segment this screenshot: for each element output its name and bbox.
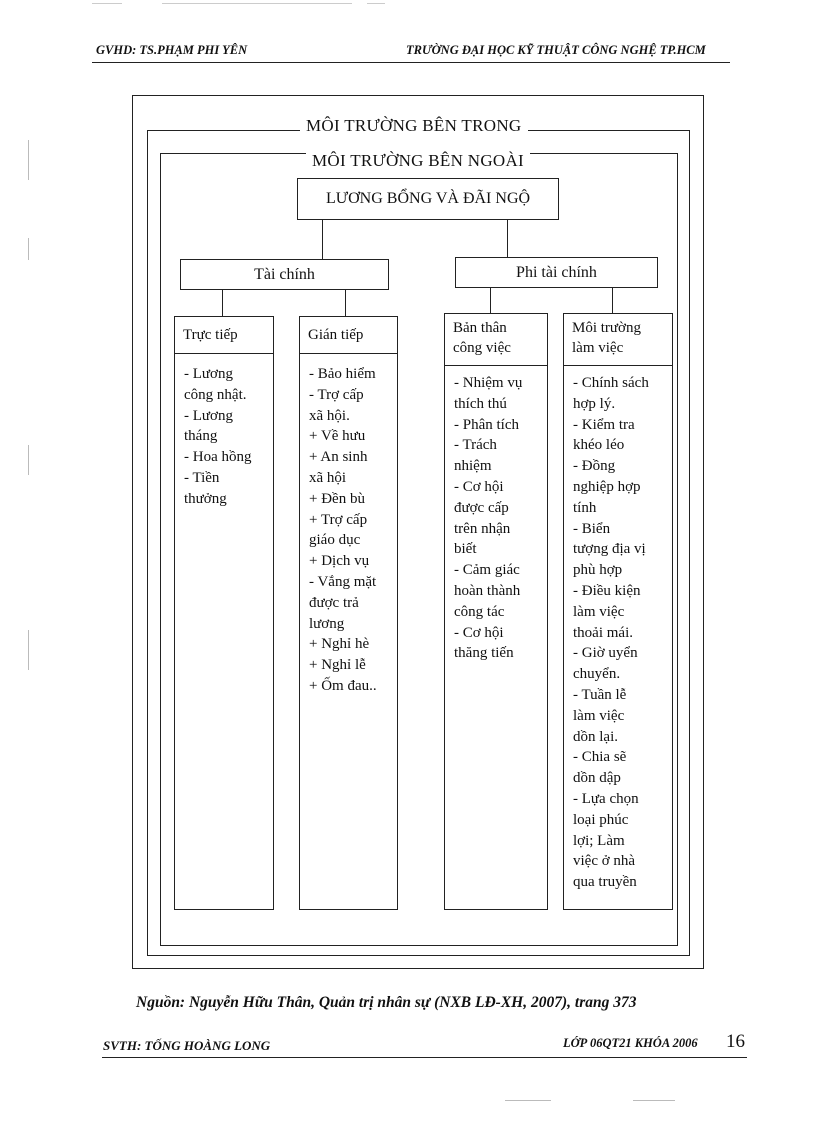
- job-itself-title: Bản thân công việc: [445, 314, 547, 366]
- header-supervisor: GVHD: TS.PHẠM PHI YÊN: [96, 43, 248, 57]
- page-number: 16: [726, 1031, 745, 1052]
- indirect-pay-column: [299, 316, 398, 910]
- header-rule: [92, 62, 730, 63]
- margin-mark: [28, 238, 29, 260]
- internal-environment-title: MÔI TRƯỜNG BÊN TRONG: [300, 116, 528, 136]
- margin-mark: [28, 140, 29, 180]
- non-financial-box: [455, 257, 658, 288]
- financial-box: [180, 259, 389, 290]
- work-environment-column: [563, 313, 673, 910]
- work-environment-title: Môi trường làm việc: [564, 314, 672, 366]
- external-environment-title: MÔI TRƯỜNG BÊN NGOÀI: [306, 151, 530, 171]
- margin-mark: [28, 445, 29, 475]
- connector-nonfinancial-environment: [612, 288, 613, 313]
- connector-root-nonfinancial: [507, 220, 508, 257]
- footer-class: LỚP 06QT21 KHÓA 2006: [563, 1036, 698, 1050]
- scan-mark-top: [162, 3, 352, 4]
- direct-pay-items: - Lương công nhật. - Lương tháng - Hoa hồng - Tiền thưởng: [184, 366, 252, 507]
- job-itself-items: - Nhiệm vụ thích thú - Phân tích - Trách nhiệm - Cơ hội được cấp trên nhận biết - Cảm giác hoàn thành công tác - Cơ hội thăng tiến: [454, 375, 523, 662]
- indirect-pay-items: - Bảo hiểm - Trợ cấp xã hội. + Về hưu + An sinh xã hội + Đền bù + Trợ cấp giáo dục + Dịch vụ - Vắng mặt được trả lương + Nghỉ hè + Nghỉ lễ + Ốm đau..: [309, 366, 377, 694]
- compensation-root-label: LƯƠNG BỔNG VÀ ĐÃI NGỘ: [325, 190, 531, 207]
- scan-mark-top: [367, 3, 385, 4]
- connector-root-financial: [322, 220, 323, 259]
- margin-mark: [28, 630, 29, 670]
- scan-mark-bottom: [505, 1100, 551, 1101]
- direct-pay-column: [174, 316, 274, 910]
- footer-student: SVTH: TỐNG HOÀNG LONG: [103, 1038, 271, 1053]
- indirect-pay-title: Gián tiếp: [300, 317, 397, 354]
- job-itself-column: [444, 313, 548, 910]
- connector-financial-direct: [222, 290, 223, 316]
- connector-financial-indirect: [345, 290, 346, 316]
- header-university: TRƯỜNG ĐẠI HỌC KỸ THUẬT CÔNG NGHỆ TP.HCM: [406, 43, 706, 57]
- scan-mark-bottom: [633, 1100, 675, 1101]
- source-citation: Nguồn: Nguyễn Hữu Thân, Quản trị nhân sự (NXB LĐ-XH, 2007), trang 373: [136, 994, 637, 1011]
- compensation-root-box: [297, 178, 559, 220]
- work-environment-items: - Chính sách hợp lý. - Kiểm tra khéo léo - Đồng nghiệp hợp tính - Biển tượng địa vị phù hợp - Điều kiện làm việc thoải mái. - Giờ uyển chuyển. - Tuần lễ làm việc dồn lại. - Chia sẽ dồn dập - Lựa chọn loại phúc lợi; Làm việc ở nhà qua truyền: [573, 375, 649, 891]
- direct-pay-title: Trực tiếp: [175, 317, 273, 354]
- financial-label: Tài chính: [254, 265, 315, 283]
- footer-rule: [102, 1057, 747, 1058]
- connector-nonfinancial-job: [490, 288, 491, 313]
- scan-mark-top: [92, 3, 122, 4]
- non-financial-label: Phi tài chính: [516, 263, 597, 281]
